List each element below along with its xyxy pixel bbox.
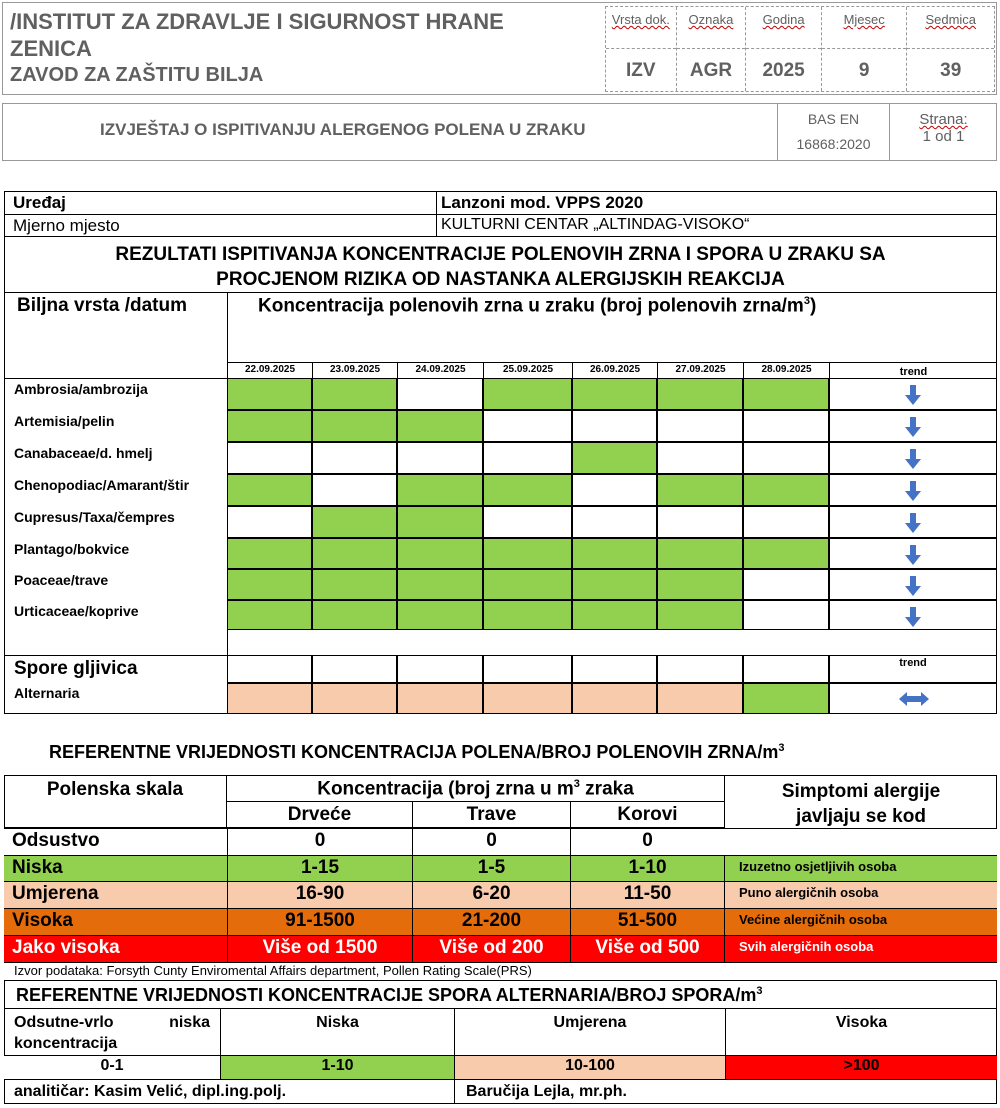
ref-value: 0 xyxy=(412,828,570,855)
pollen-cell xyxy=(572,442,657,474)
pollen-cell xyxy=(743,600,829,630)
report-title: IZVJEŠTAJ O ISPITIVANJU ALERGENOG POLENA U ZRAKU xyxy=(100,120,586,139)
concentration-header-sup: 3 xyxy=(803,295,810,307)
species-name: Plantago/bokvice xyxy=(14,541,130,557)
spore-cell xyxy=(657,683,743,714)
pollen-cell xyxy=(743,569,829,600)
ref-value: 1-5 xyxy=(412,855,570,881)
pollen-cell xyxy=(312,569,397,600)
spore-cell xyxy=(572,683,657,714)
pollen-cell xyxy=(483,378,572,410)
results-title-line2: PROCJENOM RIZIKA OD NASTANKA ALERGIJSKIH REAKCIJA xyxy=(216,269,785,290)
conc-header-sup: 3 xyxy=(573,778,580,790)
ref-value: 51-500 xyxy=(570,908,724,935)
date-header: 27.09.2025 xyxy=(657,362,743,378)
pollen-cell xyxy=(227,474,312,506)
ref-symptom: Svih alergičnih osoba xyxy=(724,935,997,962)
page-label: Strana: xyxy=(919,111,968,128)
pollen-cell xyxy=(483,600,572,630)
ref-level: Jako visoka xyxy=(12,937,120,958)
pollen-cell xyxy=(397,506,483,538)
species-name: Canabaceae/d. hmelj xyxy=(14,445,153,461)
sub-header: Drveće xyxy=(287,804,352,825)
results-title xyxy=(4,242,997,292)
reference-title-sup: 3 xyxy=(778,742,785,754)
ref-level: Visoka xyxy=(12,910,73,931)
spore-header-cell xyxy=(312,655,397,683)
ref-value: 91-1500 xyxy=(227,908,412,935)
institute-block xyxy=(10,8,600,89)
trend-down-icon xyxy=(903,512,923,534)
species-name: Cupresus/Taxa/čempres xyxy=(14,509,175,525)
spore-header-cell xyxy=(397,655,483,683)
standard-line1: BAS EN xyxy=(807,111,860,127)
ref-value: Više od 200 xyxy=(412,935,570,962)
meta-col-value: 39 xyxy=(940,60,962,81)
date-header: 24.09.2025 xyxy=(397,362,483,378)
pollen-cell xyxy=(397,600,483,630)
species-header: Biljna vrsta /datum xyxy=(17,295,187,316)
ref-value: 1-15 xyxy=(227,855,412,881)
ref-value: 6-20 xyxy=(412,881,570,908)
meta-col xyxy=(745,7,821,91)
ref-symptom: Puno alergičnih osoba xyxy=(724,881,997,908)
species-name: Urticaceae/koprive xyxy=(14,603,139,619)
pollen-cell xyxy=(657,474,743,506)
spore-cell xyxy=(743,683,829,714)
reference-title-text: REFERENTNE VRIJEDNOSTI KONCENTRACIJA POLENA/BROJ POLENOVIH ZRNA/m xyxy=(49,742,779,762)
ref-value: Više od 1500 xyxy=(227,935,412,962)
ref-level: Umjerena xyxy=(12,883,99,904)
spore-header-cell xyxy=(227,655,312,683)
pollen-cell xyxy=(312,410,397,442)
trend-down-icon xyxy=(903,416,923,438)
pollen-cell xyxy=(657,506,743,538)
analyst-2: Baručija Lejla, mr.ph. xyxy=(466,1083,627,1100)
pollen-cell xyxy=(657,442,743,474)
meta-col-value: AGR xyxy=(689,60,733,81)
spore-ref-value: >100 xyxy=(725,1055,997,1079)
pollen-cell xyxy=(743,474,829,506)
spore-ref-header: Visoka xyxy=(725,1008,997,1055)
pollen-cell xyxy=(397,378,483,410)
conc-header-close: zraka xyxy=(579,778,634,800)
meta-col-label: Mjesec xyxy=(822,7,907,49)
spore-ref-value: 10-100 xyxy=(454,1055,725,1079)
pollen-cell xyxy=(227,442,312,474)
pollen-cell xyxy=(572,506,657,538)
trend-down-icon xyxy=(903,575,923,597)
ref-value: 1-10 xyxy=(570,855,724,881)
species-name: Poaceae/trave xyxy=(14,572,109,588)
spore-ref-title xyxy=(16,985,763,1006)
pollen-cell xyxy=(227,600,312,630)
pollen-cell xyxy=(397,538,483,569)
concentration-header-text: Koncentracija polenovih zrna u zraku (broj polenovih zrna/m xyxy=(258,295,804,317)
pollen-cell xyxy=(483,410,572,442)
meta-col xyxy=(906,7,994,91)
spore-ref-header: Niska xyxy=(220,1008,454,1055)
pollen-cell xyxy=(483,506,572,538)
spore-ref-header: Umjerena xyxy=(454,1008,725,1055)
ref-level: Odsustvo xyxy=(12,830,100,851)
meta-col-label: Oznaka xyxy=(677,7,746,49)
ref-value: 21-200 xyxy=(412,908,570,935)
ref-value: Više od 500 xyxy=(570,935,724,962)
trend-both-icon xyxy=(898,691,930,707)
pollen-cell xyxy=(397,569,483,600)
conc-header-text: Koncentracija (broj zrna u m xyxy=(317,778,574,800)
symptoms-header-line1: Simptomi alergije xyxy=(781,781,941,802)
pollen-cell xyxy=(227,538,312,569)
ref-value: 16-90 xyxy=(227,881,412,908)
institute-line3: ZAVOD ZA ZAŠTITU BILJA xyxy=(10,64,264,86)
pollen-cell xyxy=(572,410,657,442)
species-name: Artemisia/pelin xyxy=(14,413,115,429)
species-name: Ambrosia/ambrozija xyxy=(14,381,148,397)
ref-symptom: Većine alergičnih osoba xyxy=(724,908,997,935)
pollen-cell xyxy=(227,506,312,538)
pollen-cell xyxy=(312,506,397,538)
spore-header: Spore gljivica xyxy=(14,658,138,679)
date-header: 22.09.2025 xyxy=(227,362,312,378)
spore-header-cell xyxy=(743,655,829,683)
pollen-cell xyxy=(483,474,572,506)
spore-cell xyxy=(312,683,397,714)
pollen-cell xyxy=(743,410,829,442)
location-label: Mjerno mjesto xyxy=(13,216,120,235)
spore-cell xyxy=(227,683,312,714)
pollen-cell xyxy=(743,538,829,569)
standard-line2: 16868:2020 xyxy=(796,136,871,152)
pollen-cell xyxy=(657,538,743,569)
pollen-cell xyxy=(397,410,483,442)
device-value: Lanzoni mod. VPPS 2020 xyxy=(441,193,644,212)
meta-col-value: IZV xyxy=(626,60,656,81)
page-value: 1 od 1 xyxy=(922,128,965,145)
trend-down-icon xyxy=(903,448,923,470)
institute-line1: /INSTITUT ZA ZDRAVLJE I SIGURNOST HRANE xyxy=(10,9,504,34)
spore-trend-header: trend xyxy=(899,657,927,669)
pollen-cell xyxy=(227,378,312,410)
spore-ref-title-sup: 3 xyxy=(756,985,763,997)
meta-col xyxy=(606,7,676,91)
concentration-header xyxy=(258,295,816,317)
pollen-cell xyxy=(572,600,657,630)
concentration-header-close: ) xyxy=(809,295,817,317)
pollen-cell xyxy=(743,442,829,474)
pollen-cell xyxy=(397,442,483,474)
pollen-cell xyxy=(312,600,397,630)
pollen-cell xyxy=(312,538,397,569)
location-value: KULTURNI CENTAR „ALTINDAG-VISOKO“ xyxy=(441,216,750,233)
pollen-cell xyxy=(572,569,657,600)
scale-header: Polenska skala xyxy=(4,775,227,827)
pollen-cell xyxy=(657,569,743,600)
pollen-cell xyxy=(572,538,657,569)
spore-ref-value: 0-1 xyxy=(4,1055,220,1079)
spore-cell xyxy=(483,683,572,714)
trend-down-icon xyxy=(903,606,923,628)
spore-name: Alternaria xyxy=(14,685,80,701)
header-meta-table xyxy=(605,6,995,92)
pollen-cell xyxy=(397,474,483,506)
spore-header-cell xyxy=(483,655,572,683)
pollen-cell xyxy=(657,410,743,442)
pollen-cell xyxy=(312,378,397,410)
meta-col-value: 2025 xyxy=(762,60,805,81)
info-table xyxy=(4,191,997,237)
symptoms-header-line2: javljaju se kod xyxy=(796,806,926,827)
pollen-cell xyxy=(572,378,657,410)
trend-down-icon xyxy=(903,384,923,406)
spore-header-cell xyxy=(572,655,657,683)
species-name: Chenopodiac/Amarant/štir xyxy=(14,477,190,493)
spore-cell xyxy=(397,683,483,714)
date-header: 25.09.2025 xyxy=(483,362,572,378)
device-label: Uređaj xyxy=(13,193,66,212)
date-header: 26.09.2025 xyxy=(572,362,657,378)
meta-col-label: Vrsta dok. xyxy=(606,7,676,49)
institute-line2: ZENICA xyxy=(10,36,92,61)
date-header: 28.09.2025 xyxy=(743,362,829,378)
spore-ref-title-text: REFERENTNE VRIJEDNOSTI KONCENTRACIJE SPORA ALTERNARIA/BROJ SPORA/m xyxy=(16,985,757,1005)
date-header: 23.09.2025 xyxy=(312,362,397,378)
standard-box xyxy=(777,103,890,161)
reference-title xyxy=(49,742,785,763)
meta-col xyxy=(676,7,746,91)
trend-header: trend xyxy=(829,362,997,378)
conc-header xyxy=(227,775,724,802)
trend-down-icon xyxy=(903,544,923,566)
results-title-line1: REZULTATI ISPITIVANJA KONCENTRACIJE POLENOVIH ZRNA I SPORA U ZRAKU SA xyxy=(115,244,886,265)
pollen-cell xyxy=(657,600,743,630)
meta-col-label: Godina xyxy=(746,7,821,49)
sub-header: Trave xyxy=(412,802,570,827)
spore-ref-header: Odsutne-vrlo niska koncentracija xyxy=(14,1014,210,1052)
pollen-cell xyxy=(483,569,572,600)
ref-symptom: Izuzetno osjetljivih osoba xyxy=(724,855,997,881)
spore-ref-value: 1-10 xyxy=(220,1055,454,1079)
page-box xyxy=(890,103,997,161)
pollen-cell xyxy=(572,474,657,506)
trend-down-icon xyxy=(903,480,923,502)
meta-col-label: Sedmica xyxy=(907,7,994,49)
meta-col-value: 9 xyxy=(858,60,870,81)
pollen-cell xyxy=(743,506,829,538)
ref-value: 11-50 xyxy=(570,881,724,908)
pollen-cell xyxy=(227,410,312,442)
reference-source: Izvor podataka: Forsyth Cunty Enviromental Affairs department, Pollen Rating Scale(PRS) xyxy=(14,963,532,978)
pollen-cell xyxy=(483,538,572,569)
pollen-cell xyxy=(743,378,829,410)
pollen-cell xyxy=(312,442,397,474)
pollen-cell xyxy=(227,569,312,600)
ref-value: 0 xyxy=(227,828,412,855)
ref-level: Niska xyxy=(12,857,63,878)
spore-header-cell xyxy=(657,655,743,683)
analyst-1: analitičar: Kasim Velić, dipl.ing.polj. xyxy=(14,1083,287,1100)
pollen-cell xyxy=(312,474,397,506)
ref-value: 0 xyxy=(570,828,724,855)
meta-col xyxy=(821,7,907,91)
pollen-cell xyxy=(657,378,743,410)
pollen-cell xyxy=(483,442,572,474)
sub-header: Korovi xyxy=(570,802,724,827)
